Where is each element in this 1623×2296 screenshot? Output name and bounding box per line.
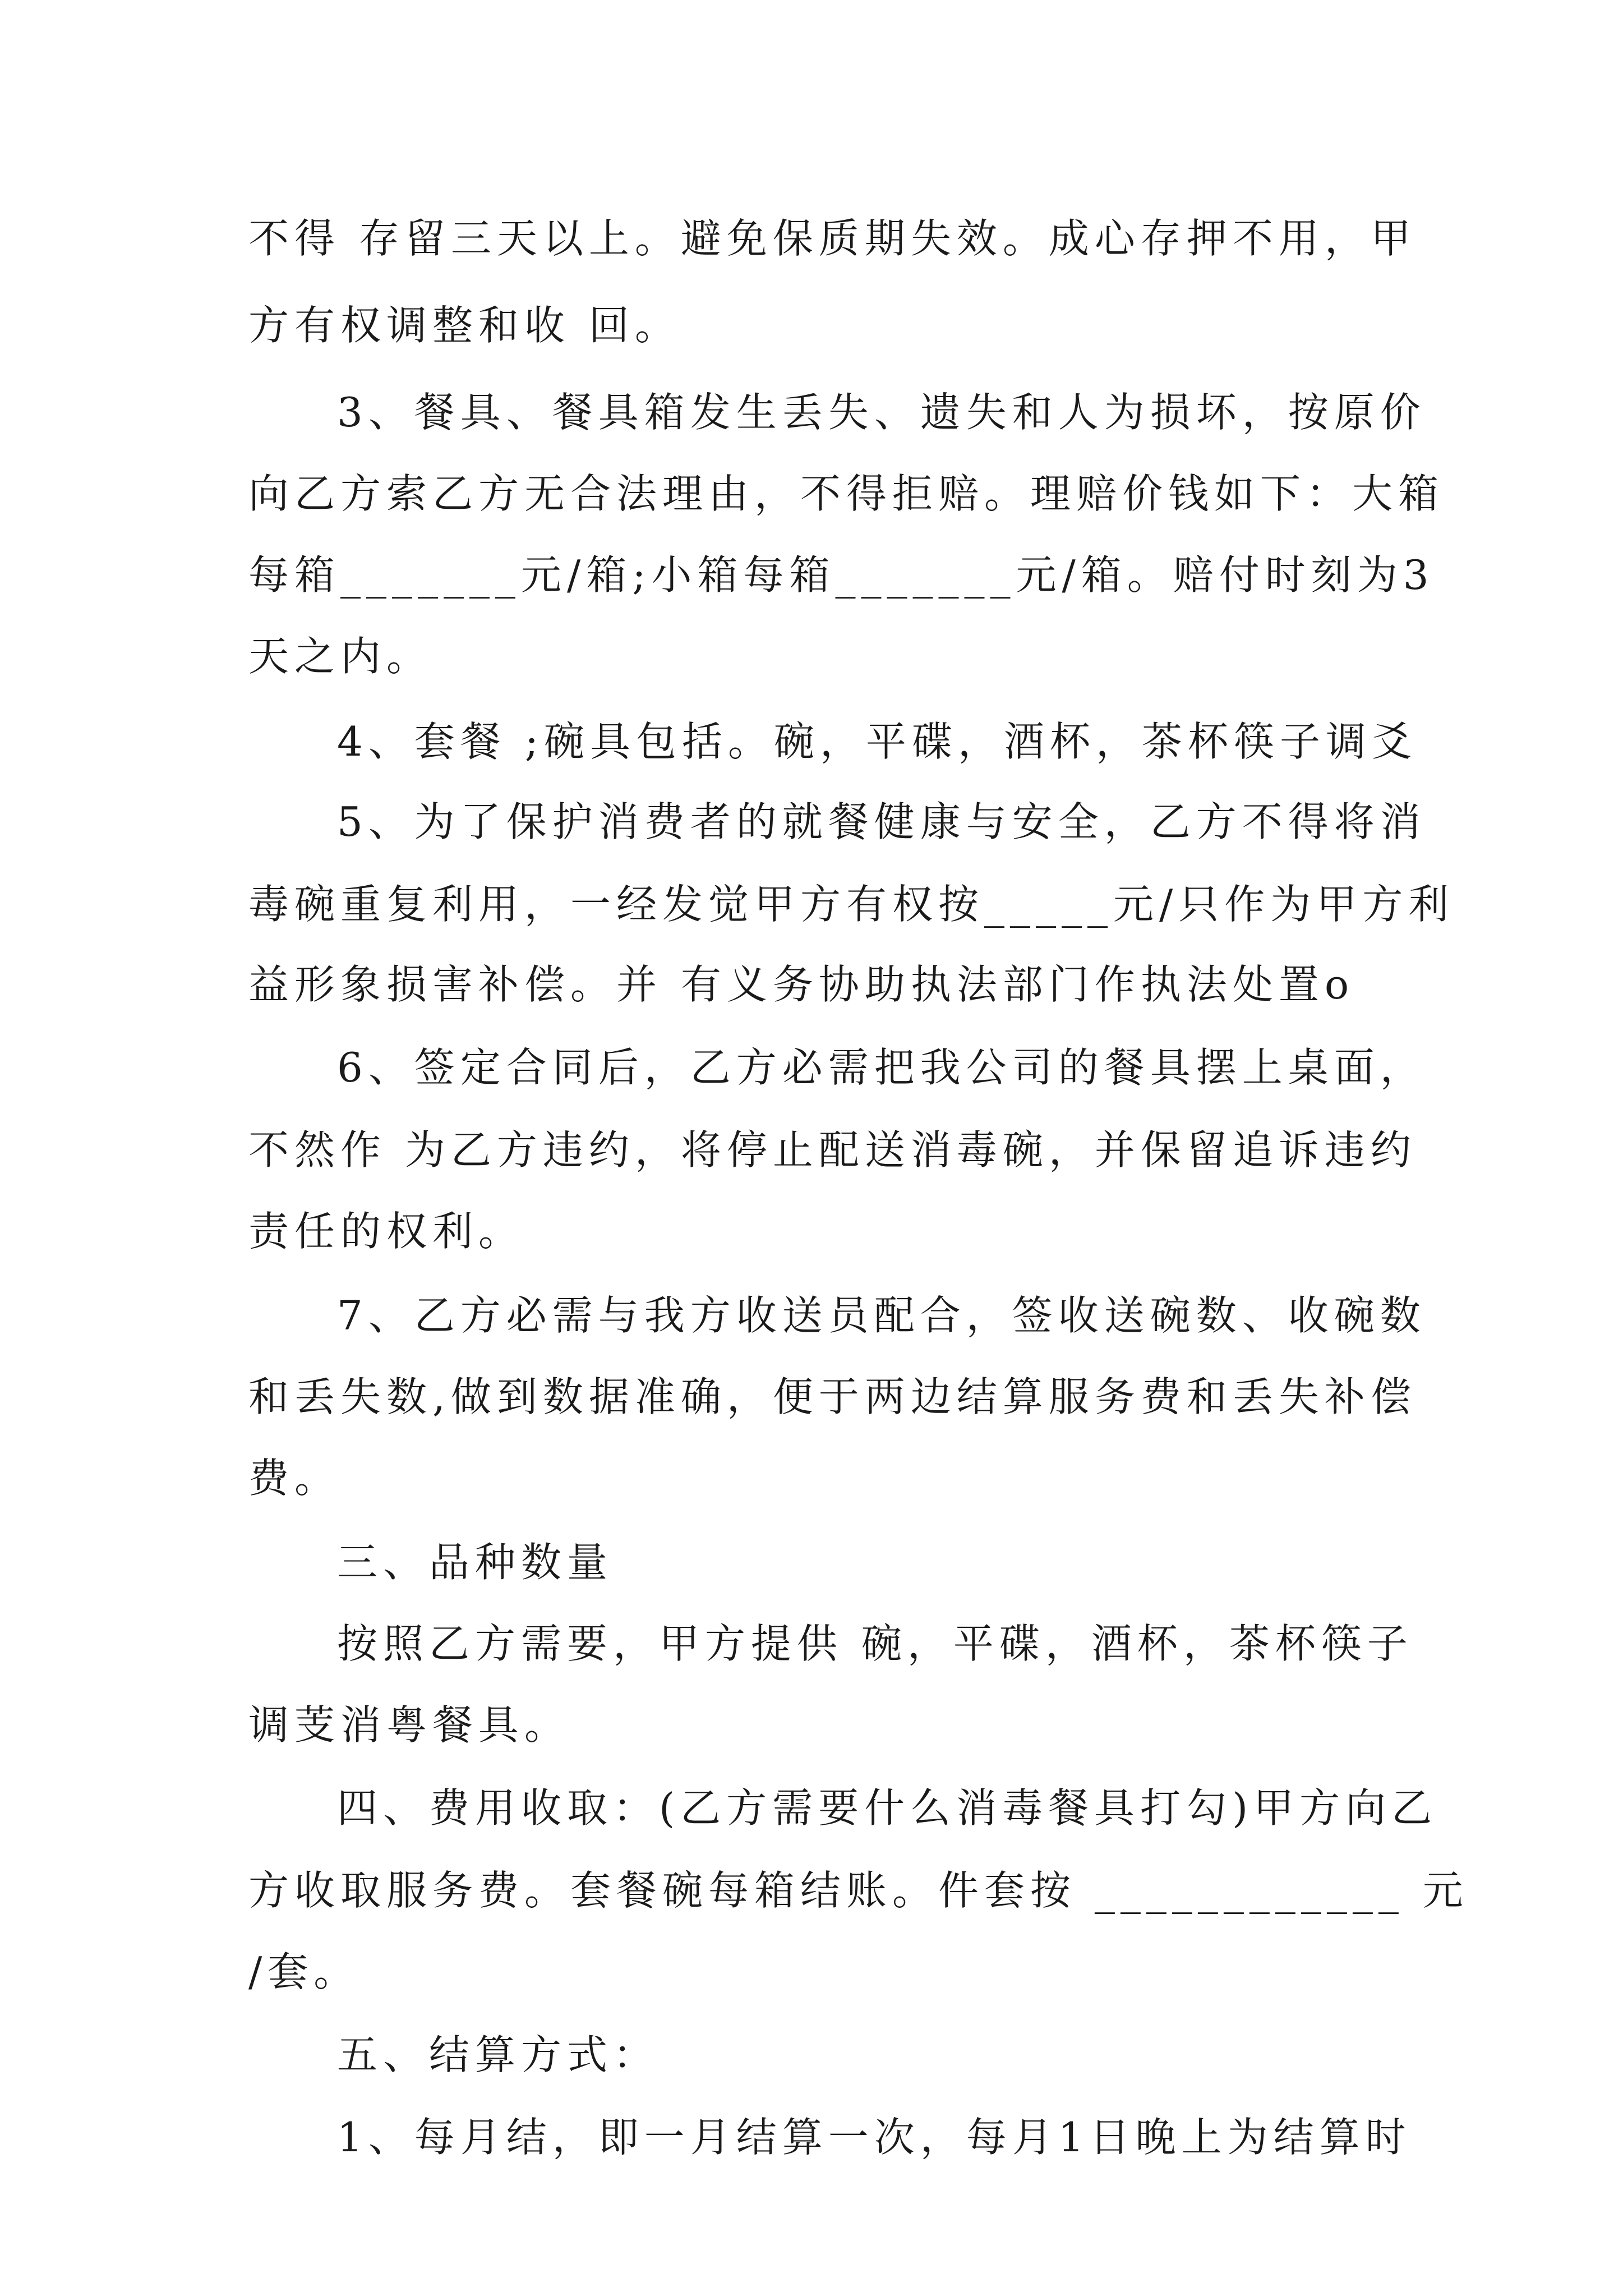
text-line: 费。: [248, 1455, 341, 1502]
text-line: 3、餐具、餐具箱发生丢失、遗失和人为损坏，按原价: [337, 389, 1426, 436]
text-line: 方有权调整和收 回。: [248, 302, 681, 349]
text-line: 向乙方索乙方无合法理由，不得拒赔。理赔价钱如下：大箱: [248, 470, 1445, 517]
text-line: 按照乙方需要，甲方提供 碗，平碟，酒杯，茶杯筷子: [337, 1620, 1413, 1667]
text-line: 每箱_______元/箱;小箱每箱_______元/箱。赔付时刻为3: [248, 551, 1435, 599]
section-heading: 五、结算方式：: [337, 2031, 660, 2078]
text-line: 益形象损害补偿。并 有义务协助执法部门作执法处置o: [248, 961, 1355, 1008]
text-line: 6、签定合同后，乙方必需把我公司的餐具摆上桌面，: [337, 1044, 1426, 1091]
text-line: 7、乙方必需与我方收送员配合，签收送碗数、收碗数: [337, 1292, 1426, 1339]
text-line: 天之内。: [248, 633, 433, 680]
text-line: 和丢失数,做到数据准确，便于两边结算服务费和丢失补偿: [248, 1373, 1417, 1420]
section-heading: 三、品种数量: [337, 1539, 614, 1586]
text-line: 5、为了保护消费者的就餐健康与安全，乙方不得将消: [337, 798, 1426, 845]
text-line: 调芰消粤餐具。: [248, 1701, 571, 1749]
text-line: 方收取服务费。套餐碗每箱结账。件套按 ____________ 元: [248, 1867, 1469, 1914]
text-line: /套。: [248, 1948, 360, 1995]
text-line: 不得 存留三天以上。避免保质期失效。成心存押不用，甲: [248, 215, 1417, 262]
text-line: 责任的权利。: [248, 1208, 525, 1255]
text-line: 4、套餐 ;碗具包括。碗，平碟，酒杯，茶杯筷子调爻: [337, 718, 1418, 765]
text-line: 不然作 为乙方违约，将停止配送消毒碗，并保留追诉违约: [248, 1126, 1417, 1174]
text-line: 1、每月结，即一月结算一次，每月1日晚上为结算时: [337, 2114, 1412, 2161]
section-heading: 四、费用收取：(乙方需要什么消毒餐具打勾)甲方向乙: [337, 1784, 1438, 1832]
text-line: 毒碗重复利用，一经发觉甲方有权按_____元/只作为甲方利: [248, 881, 1455, 928]
